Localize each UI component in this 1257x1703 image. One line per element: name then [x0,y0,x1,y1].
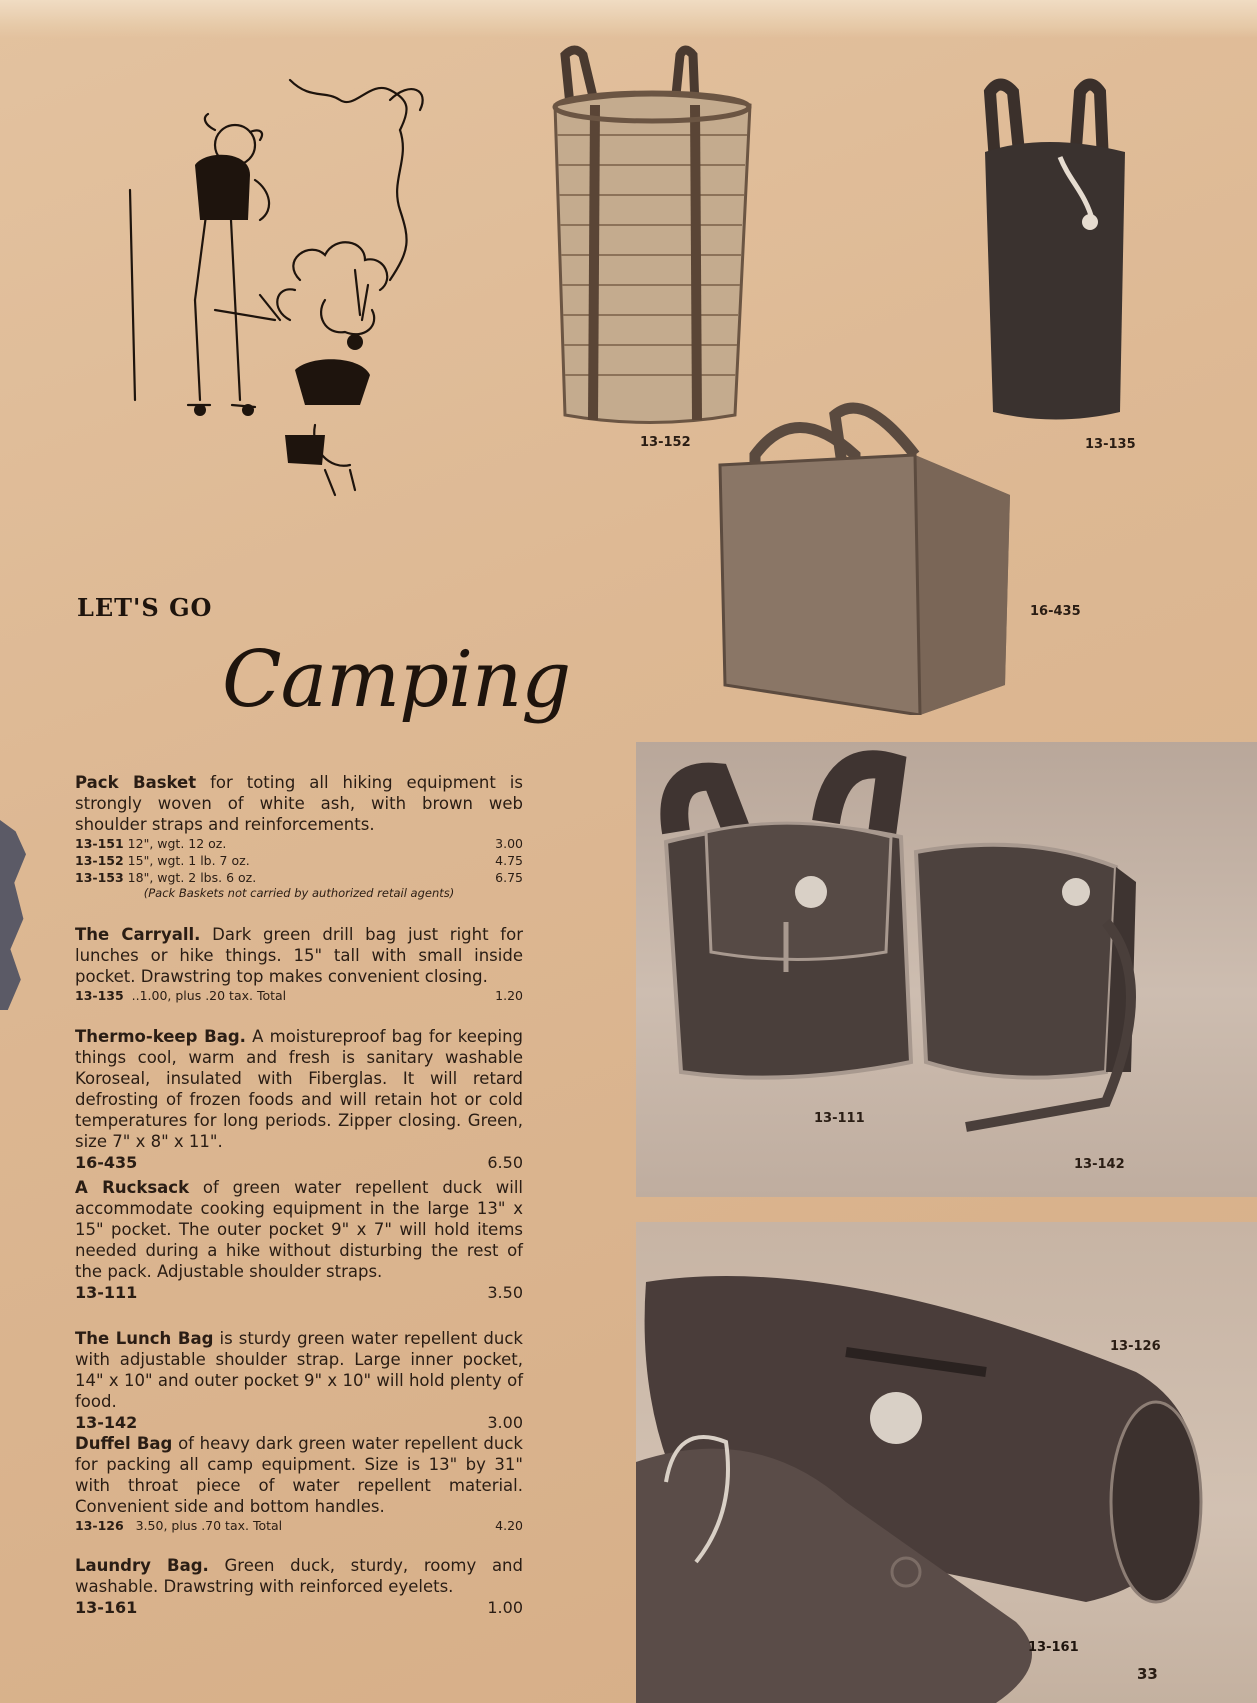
photo-label: 13-126 [1110,1339,1161,1354]
product-desc-text: is sturdy green water repellent duck with adjustable shoulder strap. Large inner pocket, 14" x 10" and outer pocket 9" x 10" will hold plenty of food. [75,1329,523,1411]
product-description [75,1555,523,1597]
product-laundry-bag [75,1555,523,1618]
product-rucksack [75,1177,523,1303]
price-row [75,1517,523,1534]
item-price: 6.75 [495,870,523,885]
product-desc-text: of green water repellent duck will accommodate cooking equipment in the large 13" x 15" pocket. The outer pocket 9" x 7" will hold items needed during a hike without disturbing the rest of the pack. Adjustable shoulder straps. [75,1178,523,1281]
rucksack-lunch-illustration [636,742,1257,1197]
product-desc-text: Dark green drill bag just right for lunches or hike things. 15" tall with small inside pocket. Drawstring top makes convenient closing. [75,925,523,986]
product-thermo-keep-bag [75,1026,523,1173]
price-row [75,1282,523,1303]
rucksack-lunch-photo [636,742,1257,1197]
item-price: 3.00 [495,836,523,851]
photo-label: 13-161 [1028,1640,1079,1655]
product-note: (Pack Baskets not carried by authorized retail agents) [143,886,455,900]
product-name: The Carryall. [75,925,201,944]
product-pack-basket [75,772,523,901]
item-code: 13-135 [75,988,124,1003]
item-price: 3.00 [487,1413,523,1432]
product-description [75,1433,523,1517]
duffel-laundry-photo [636,1222,1257,1703]
pack-basket-photo [535,45,770,425]
item-price: 4.75 [495,853,523,868]
price-row [75,869,523,886]
item-price: 1.20 [495,988,523,1003]
product-desc-text: A moistureproof bag for keeping things cool, warm and fresh is sanitary washable Koroseal, insulated with Fiberglas. It will retard defrosting of frozen foods and will retain hot or cold temperatures for long periods. Zipper closing. Green, size 7" x 8" x 11". [75,1027,524,1151]
item-price-detail: 3.50, plus .70 tax. Total [135,1518,283,1533]
torn-edge [0,820,26,1010]
product-carryall [75,924,523,1004]
item-price: 3.50 [487,1283,523,1302]
item-spec: 15", wgt. 1 lb. 7 oz. [127,853,250,868]
product-name: The Lunch Bag [75,1329,214,1348]
product-desc-text: of heavy dark green water repellent duck for packing all camp equipment. Size is 13" by 31" with throat piece of water repellent material. Convenient side and bottom handles. [75,1434,523,1516]
product-name: Thermo-keep Bag. [75,1027,246,1046]
product-lunch-bag [75,1328,523,1433]
variant-info [75,852,250,869]
item-code: 13-126 [75,1518,124,1533]
product-name: Duffel Bag [75,1434,173,1453]
price-row [75,852,523,869]
item-code: 13-142 [75,1413,138,1432]
heading-lets-go: LET'S GO [77,593,213,622]
photo-label: 16-435 [1030,604,1081,619]
heading-camping: Camping [222,635,571,725]
price-row [75,1152,523,1173]
item-price-detail: 1.00, plus .20 tax. Total [139,988,287,1003]
item-code: 16-435 [75,1153,138,1172]
photo-label: 13-135 [1085,437,1136,452]
price-row [75,1597,523,1618]
variant-info [75,869,256,886]
item-price: 4.20 [495,1518,523,1533]
thermo-keep-bag-photo [715,395,1015,715]
product-description [75,1026,523,1152]
product-desc-text: for toting all hiking equipment is strongly woven of white ash, with brown web shoulder straps and reinforcements. [75,773,523,834]
product-description [75,1177,523,1282]
item-code: 13-111 [75,1283,138,1302]
item-code: 13-151 [75,836,124,851]
product-name: A Rucksack [75,1178,190,1197]
product-desc-text: Green duck, sturdy, roomy and washable. Drawstring with reinforced eyelets. [75,1556,523,1596]
product-description [75,772,523,835]
product-description [75,924,523,987]
variant-info [75,835,226,852]
item-spec: 18", wgt. 2 lbs. 6 oz. [127,870,257,885]
item-code: 13-161 [75,1598,138,1617]
variant-info: 13-135 ..1.00, plus .20 tax. Total [75,988,287,1003]
duffel-laundry-illustration [636,1222,1257,1703]
product-name: Pack Basket [75,773,197,792]
price-row [75,835,523,852]
product-description [75,1328,523,1412]
item-code: 13-153 [75,870,124,885]
camping-girl-illustration [110,70,470,530]
page-number: 33 [1137,1665,1158,1683]
item-spec: 12", wgt. 12 oz. [127,836,227,851]
paper-top-edge [0,0,1257,38]
product-duffel-bag [75,1433,523,1534]
photo-label: 13-152 [640,435,691,450]
price-row [75,1412,523,1433]
price-row [75,987,523,1004]
item-price: 1.00 [487,1598,523,1617]
photo-label: 13-111 [814,1111,865,1126]
carryall-bag-photo [975,72,1135,427]
item-code: 13-152 [75,853,124,868]
item-price: 6.50 [487,1153,523,1172]
variant-info [75,1517,282,1534]
photo-label: 13-142 [1074,1157,1125,1172]
product-name: Laundry Bag. [75,1556,209,1575]
